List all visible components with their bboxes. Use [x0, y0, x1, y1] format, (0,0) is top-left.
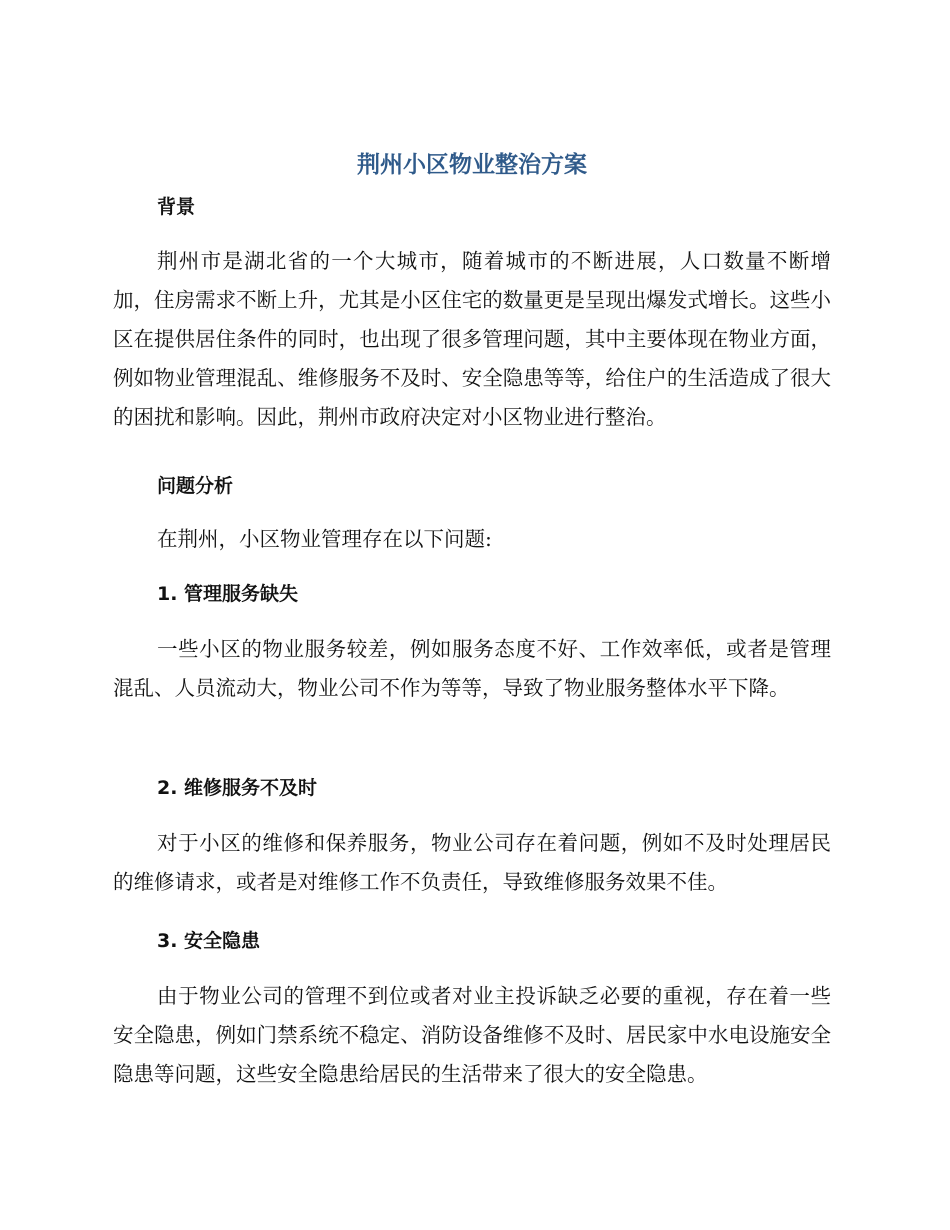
- section-paragraph-maintenance-service: 对于小区的维修和保养服务，物业公司存在着问题，例如不及时处理居民的维修请求，或者是对维修工作不负责任，导致维修服务效果不佳。: [113, 831, 831, 894]
- section-heading-management-service: 1. 管理服务缺失: [157, 583, 299, 605]
- section-paragraph-management-service: 一些小区的物业服务较差，例如服务态度不好、工作效率低，或者是管理混乱、人员流动大，物业公司不作为等等，导致了物业服务整体水平下降。: [113, 637, 831, 700]
- section-heading-background: 背景: [157, 196, 196, 218]
- section-paragraph-background: 荆州市是湖北省的一个大城市，随着城市的不断进展，人口数量不断增加，住房需求不断上升，尤其是小区住宅的数量更是呈现出爆发式增长。这些小区在提供居住条件的同时，也出现了很多管理问题，其中主要体现在物业方面，例如物业管理混乱、维修服务不及时、安全隐患等等，给住户的生活造成了很大的困扰和影响。因此，荆州市政府决定对小区物业进行整治。: [113, 249, 831, 429]
- section-heading-safety-hazard: 3. 安全隐患: [157, 930, 261, 952]
- section-heading-maintenance-service: 2. 维修服务不及时: [157, 777, 318, 799]
- section-heading-problem-analysis: 问题分析: [157, 475, 234, 497]
- document-page: [113, 0, 831, 1230]
- section-paragraph-problem-analysis: 在荆州，小区物业管理存在以下问题:: [157, 527, 492, 551]
- section-paragraph-safety-hazard: 由于物业公司的管理不到位或者对业主投诉缺乏必要的重视，存在着一些安全隐患，例如门禁系统不稳定、消防设备维修不及时、居民家中水电设施安全隐患等问题，这些安全隐患给居民的生活带来了很大的安全隐患。: [113, 984, 831, 1086]
- document-title: 荆州小区物业整治方案: [357, 152, 587, 178]
